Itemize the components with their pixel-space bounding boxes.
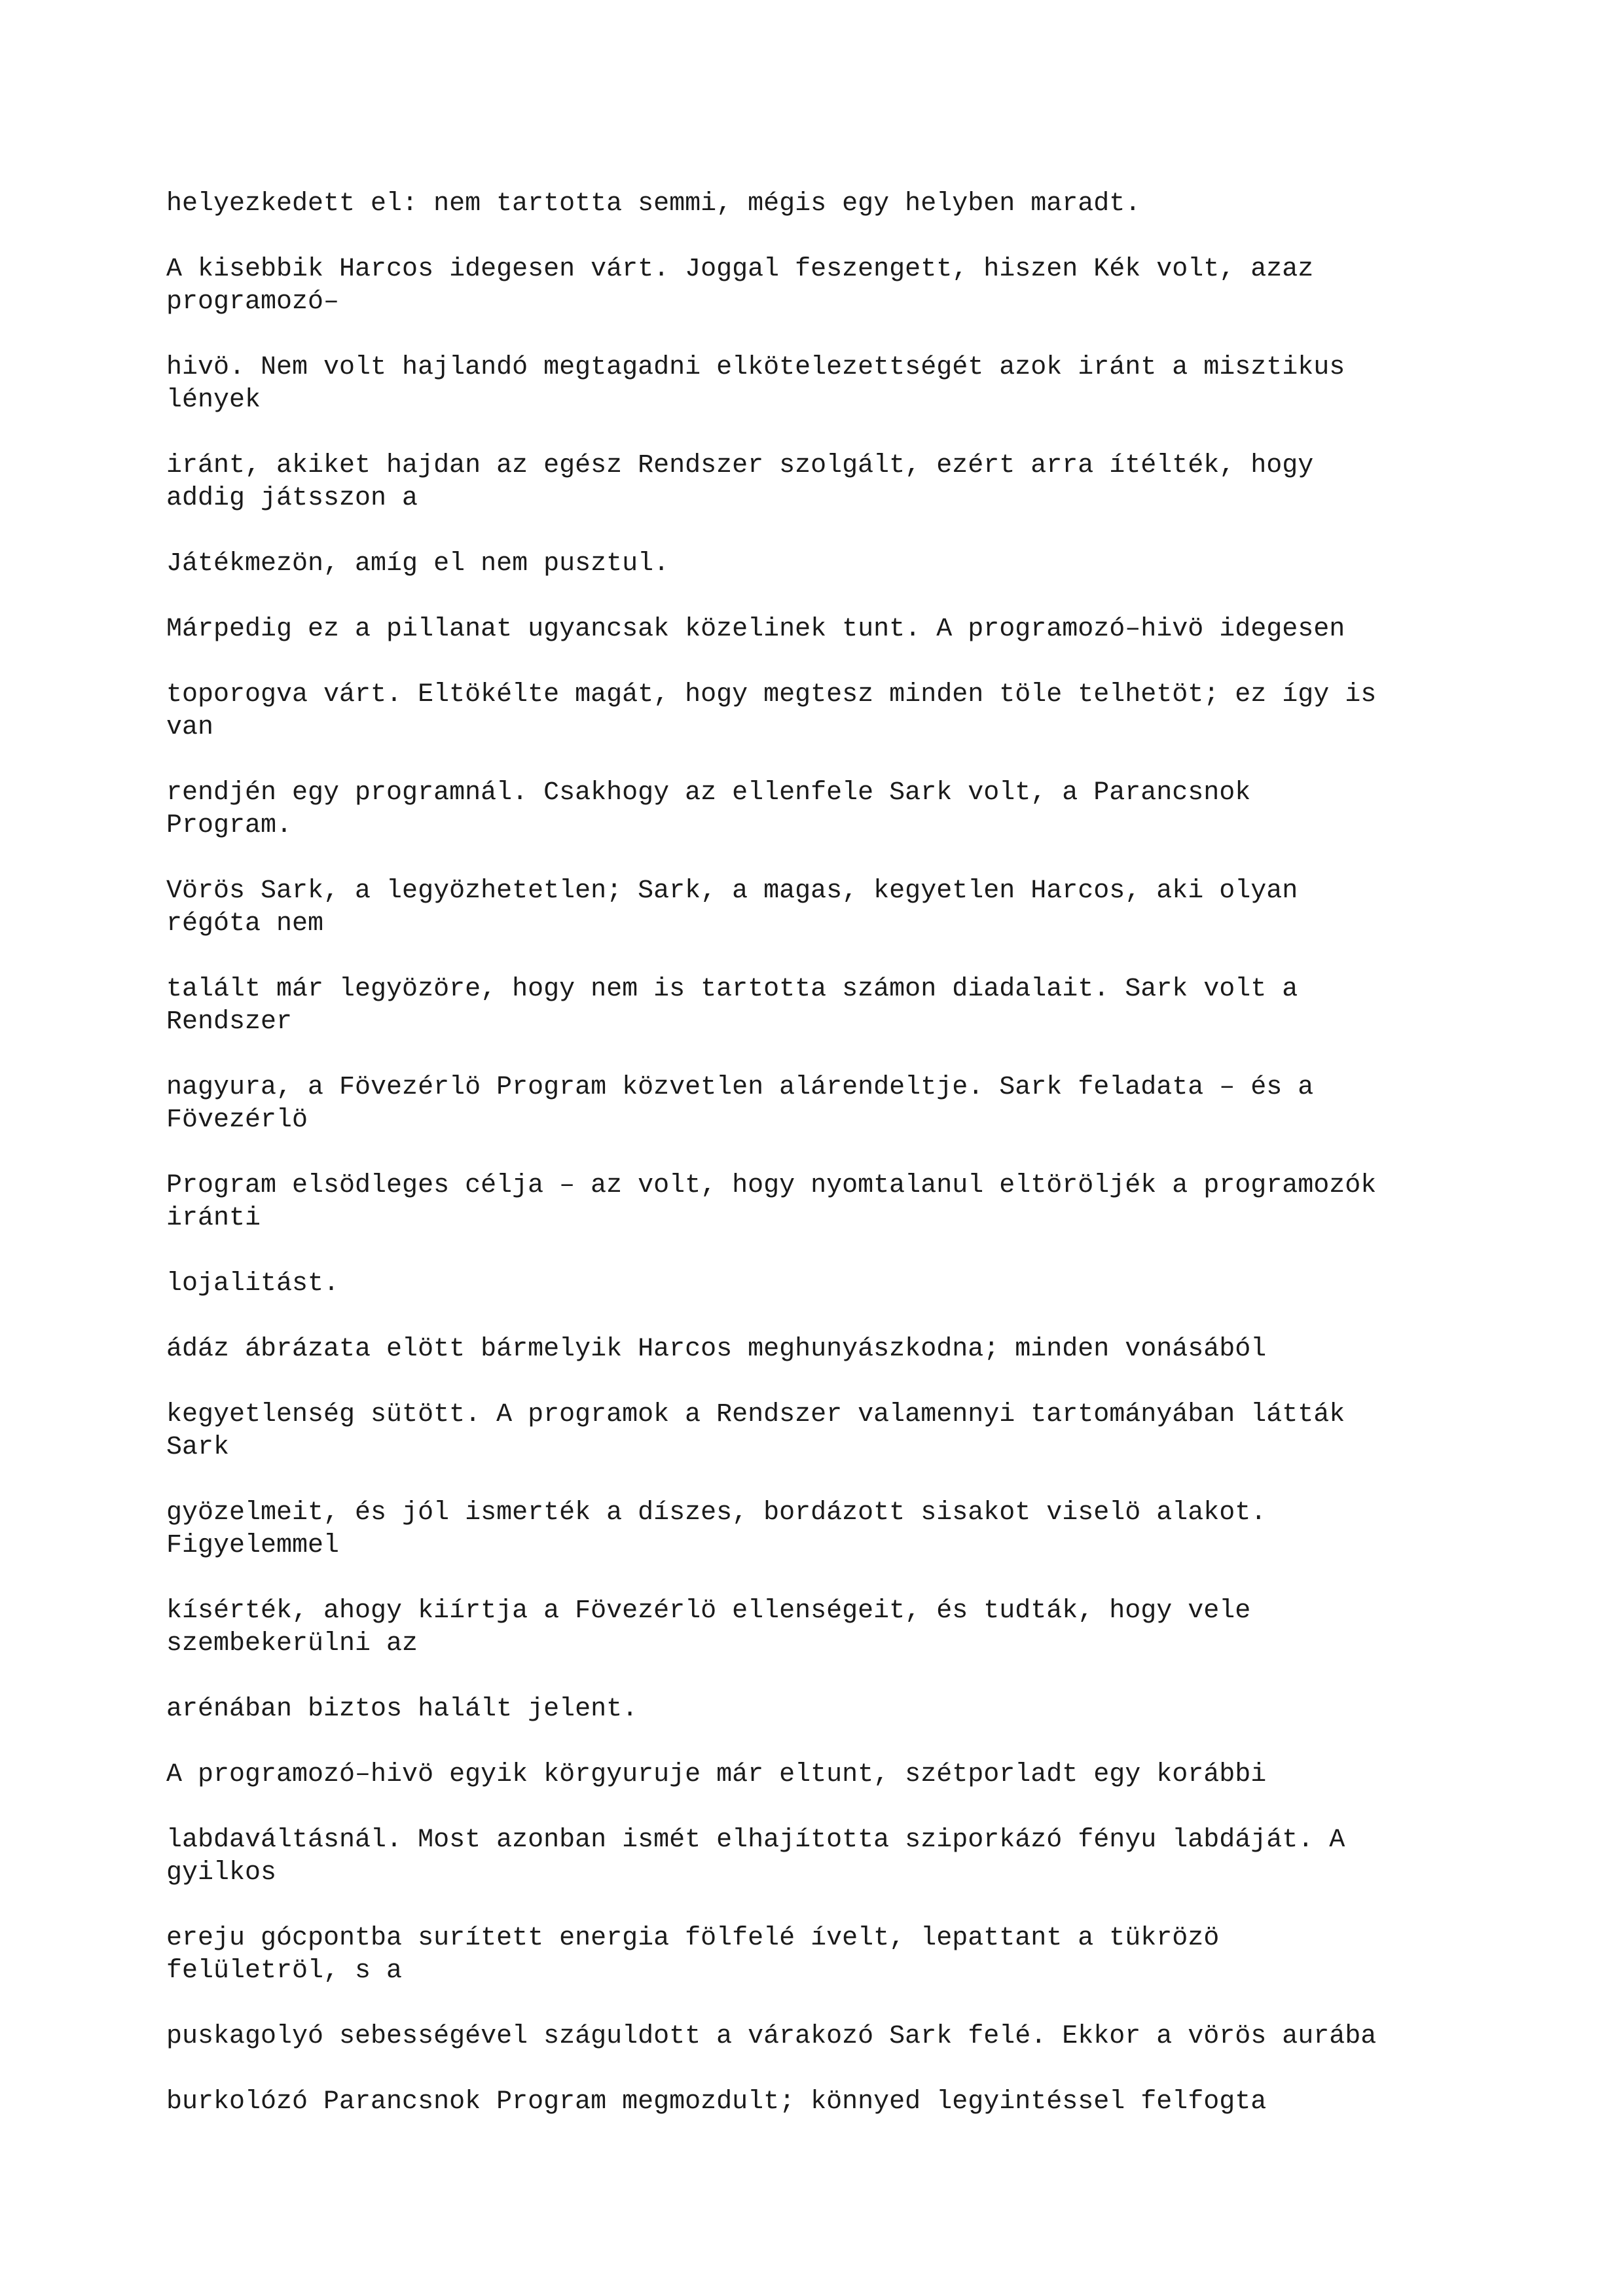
paragraph: Vörös Sark, a legyözhetetlen; Sark, a magas, kegyetlen Harcos, aki olyan régóta nem bbox=[166, 876, 1298, 939]
paragraph: iránt, akiket hajdan az egész Rendszer szolgált, ezért arra ítélték, hogy addig játsszon a bbox=[166, 451, 1314, 513]
paragraph: ádáz ábrázata elött bármelyik Harcos meghunyászkodna; minden vonásából bbox=[166, 1335, 1267, 1364]
paragraph: Játékmezön, amíg el nem pusztul. bbox=[166, 549, 670, 579]
paragraph: gyözelmeit, és jól ismerték a díszes, bordázott sisakot viselö alakot. Figyelemmel bbox=[166, 1498, 1267, 1560]
paragraph: kísérték, ahogy kiírtja a Fövezérlö ellenségeit, és tudták, hogy vele szembekerülni az bbox=[166, 1596, 1251, 1659]
paragraph: kegyetlenség sütött. A programok a Rendszer valamennyi tartományában látták Sark bbox=[166, 1400, 1345, 1462]
body-text bbox=[166, 188, 1469, 2151]
paragraph: lojalitást. bbox=[166, 1269, 340, 1299]
paragraph: A kisebbik Harcos idegesen várt. Joggal feszengett, hiszen Kék volt, azaz programozó– bbox=[166, 255, 1314, 317]
paragraph: arénában biztos halált jelent. bbox=[166, 1695, 638, 1724]
paragraph: burkolózó Parancsnok Program megmozdult; könnyed legyintéssel felfogta bbox=[166, 2087, 1267, 2117]
paragraph: A programozó–hivö egyik körgyuruje már eltunt, szétporladt egy korábbi bbox=[166, 1760, 1267, 1789]
paragraph: Márpedig ez a pillanat ugyancsak közelinek tunt. A programozó–hivö idegesen bbox=[166, 615, 1345, 644]
paragraph: helyezkedett el: nem tartotta semmi, mégis egy helyben maradt. bbox=[166, 189, 1141, 219]
paragraph: Program elsödleges célja – az volt, hogy nyomtalanul eltöröljék a programozók iránti bbox=[166, 1171, 1377, 1233]
paragraph: nagyura, a Fövezérlö Program közvetlen alárendeltje. Sark feladata – és a Fövezérlö bbox=[166, 1073, 1314, 1135]
paragraph: labdaváltásnál. Most azonban ismét elhajította sziporkázó fényu labdáját. A gyilkos bbox=[166, 1825, 1345, 1888]
paragraph: ereju gócpontba surített energia fölfelé ívelt, lepattant a tükrözö felületröl, s a bbox=[166, 1924, 1220, 1986]
paragraph: talált már legyözöre, hogy nem is tartotta számon diadalait. Sark volt a Rendszer bbox=[166, 975, 1298, 1037]
paragraph: hivö. Nem volt hajlandó megtagadni elkötelezettségét azok iránt a misztikus lények bbox=[166, 353, 1345, 415]
paragraph: rendjén egy programnál. Csakhogy az ellenfele Sark volt, a Parancsnok Program. bbox=[166, 778, 1251, 840]
paragraph: puskagolyó sebességével száguldott a várakozó Sark felé. Ekkor a vörös aurába bbox=[166, 2022, 1377, 2051]
paragraph: toporogva várt. Eltökélte magát, hogy megtesz minden töle telhetöt; ez így is van bbox=[166, 680, 1377, 742]
